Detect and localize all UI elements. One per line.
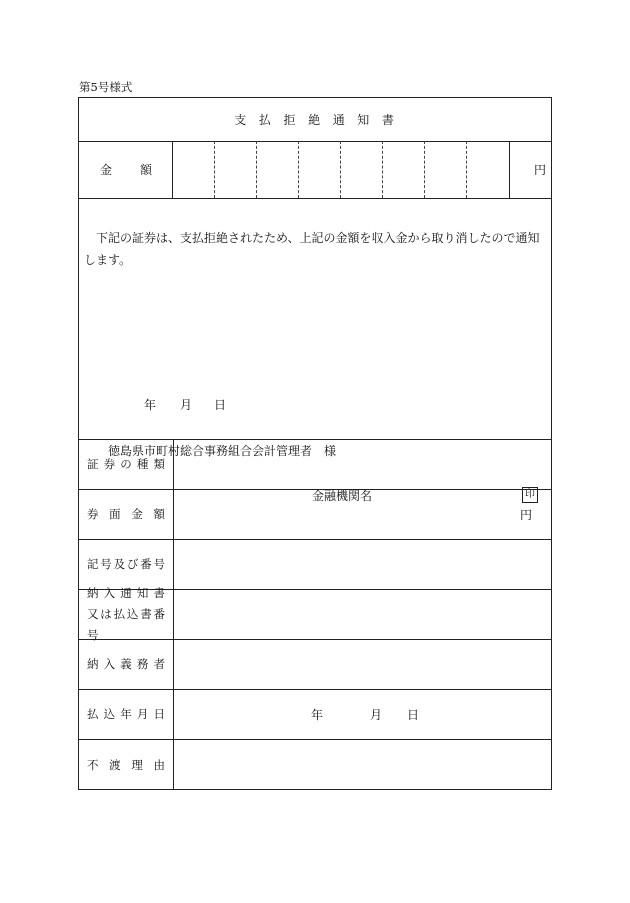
amount-digit-cell[interactable] — [299, 141, 341, 198]
bank-name-label: 金融機関名 — [312, 489, 373, 503]
row-dishonor-reason — [79, 740, 551, 790]
form-frame — [78, 97, 552, 790]
notice-number-field[interactable] — [174, 590, 551, 639]
symbol-number-label-cell — [79, 540, 174, 589]
row-security-type — [79, 440, 551, 490]
amount-unit: 円 — [533, 163, 546, 177]
title-row — [79, 98, 551, 142]
row-payment-date — [79, 690, 551, 740]
notice-date-year: 年 — [144, 398, 157, 412]
amount-digit-cell[interactable] — [341, 141, 383, 198]
amount-digit-cell[interactable] — [215, 141, 257, 198]
payer-label-cell — [79, 640, 174, 689]
form-number: 第5号様式 — [79, 80, 133, 94]
dishonor-reason-label: 不渡理由 — [87, 757, 165, 772]
row-notice-number — [79, 586, 551, 642]
notice-number-label-line2: 又は払込書番号 — [87, 607, 165, 642]
payment-date-label-cell — [79, 690, 174, 739]
amount-digit-cell[interactable] — [257, 141, 299, 198]
amount-digit-cells — [173, 141, 553, 198]
notice-date-day: 日 — [214, 398, 227, 412]
security-type-field[interactable] — [174, 440, 551, 489]
notice-text: 下記の証券は、支払拒絶されたため、上記の金額を収入金から取り消したので通知します。 — [84, 231, 540, 267]
symbol-number-field[interactable] — [174, 540, 551, 589]
payment-date-label: 払込年月日 — [87, 707, 165, 721]
payment-date-year: 年 — [311, 708, 324, 722]
payment-date-day: 日 — [407, 708, 420, 722]
notice-number-label-line1: 納入通知書 — [87, 586, 165, 600]
payment-date-month: 月 — [370, 708, 383, 722]
payer-field[interactable] — [174, 640, 551, 689]
addressee: 徳島県市町村総合事務組合会計管理者 様 — [108, 444, 337, 458]
payer-label: 納入義務者 — [87, 657, 165, 671]
dishonor-reason-field[interactable] — [174, 740, 551, 790]
security-type-label: 証券の種類 — [87, 457, 165, 471]
face-value-unit: 円 — [519, 508, 532, 522]
face-value-field[interactable] — [174, 490, 551, 539]
form-title: 支払拒絶通知書 — [234, 113, 407, 127]
amount-digit-cell[interactable] — [383, 141, 425, 198]
face-value-label: 券面金額 — [87, 507, 165, 521]
face-value-label-cell — [79, 490, 174, 539]
amount-label: 金額 — [100, 163, 152, 177]
amount-row — [79, 141, 551, 199]
seal-mark: 印 — [522, 487, 538, 503]
security-type-label-cell — [79, 440, 174, 489]
notice-date-month: 月 — [180, 398, 193, 412]
row-face-value — [79, 490, 551, 540]
dishonor-reason-label-cell — [79, 740, 174, 790]
amount-digit-cell[interactable] — [425, 141, 467, 198]
amount-unit-cell — [509, 141, 553, 198]
amount-label-cell — [79, 141, 173, 198]
amount-digit-cell[interactable] — [467, 141, 509, 198]
amount-digit-cell[interactable] — [173, 141, 215, 198]
row-payer — [79, 640, 551, 690]
notice-number-label-cell — [79, 586, 174, 642]
symbol-number-label: 記号及び番号 — [87, 557, 165, 571]
payment-date-field[interactable] — [174, 690, 551, 739]
